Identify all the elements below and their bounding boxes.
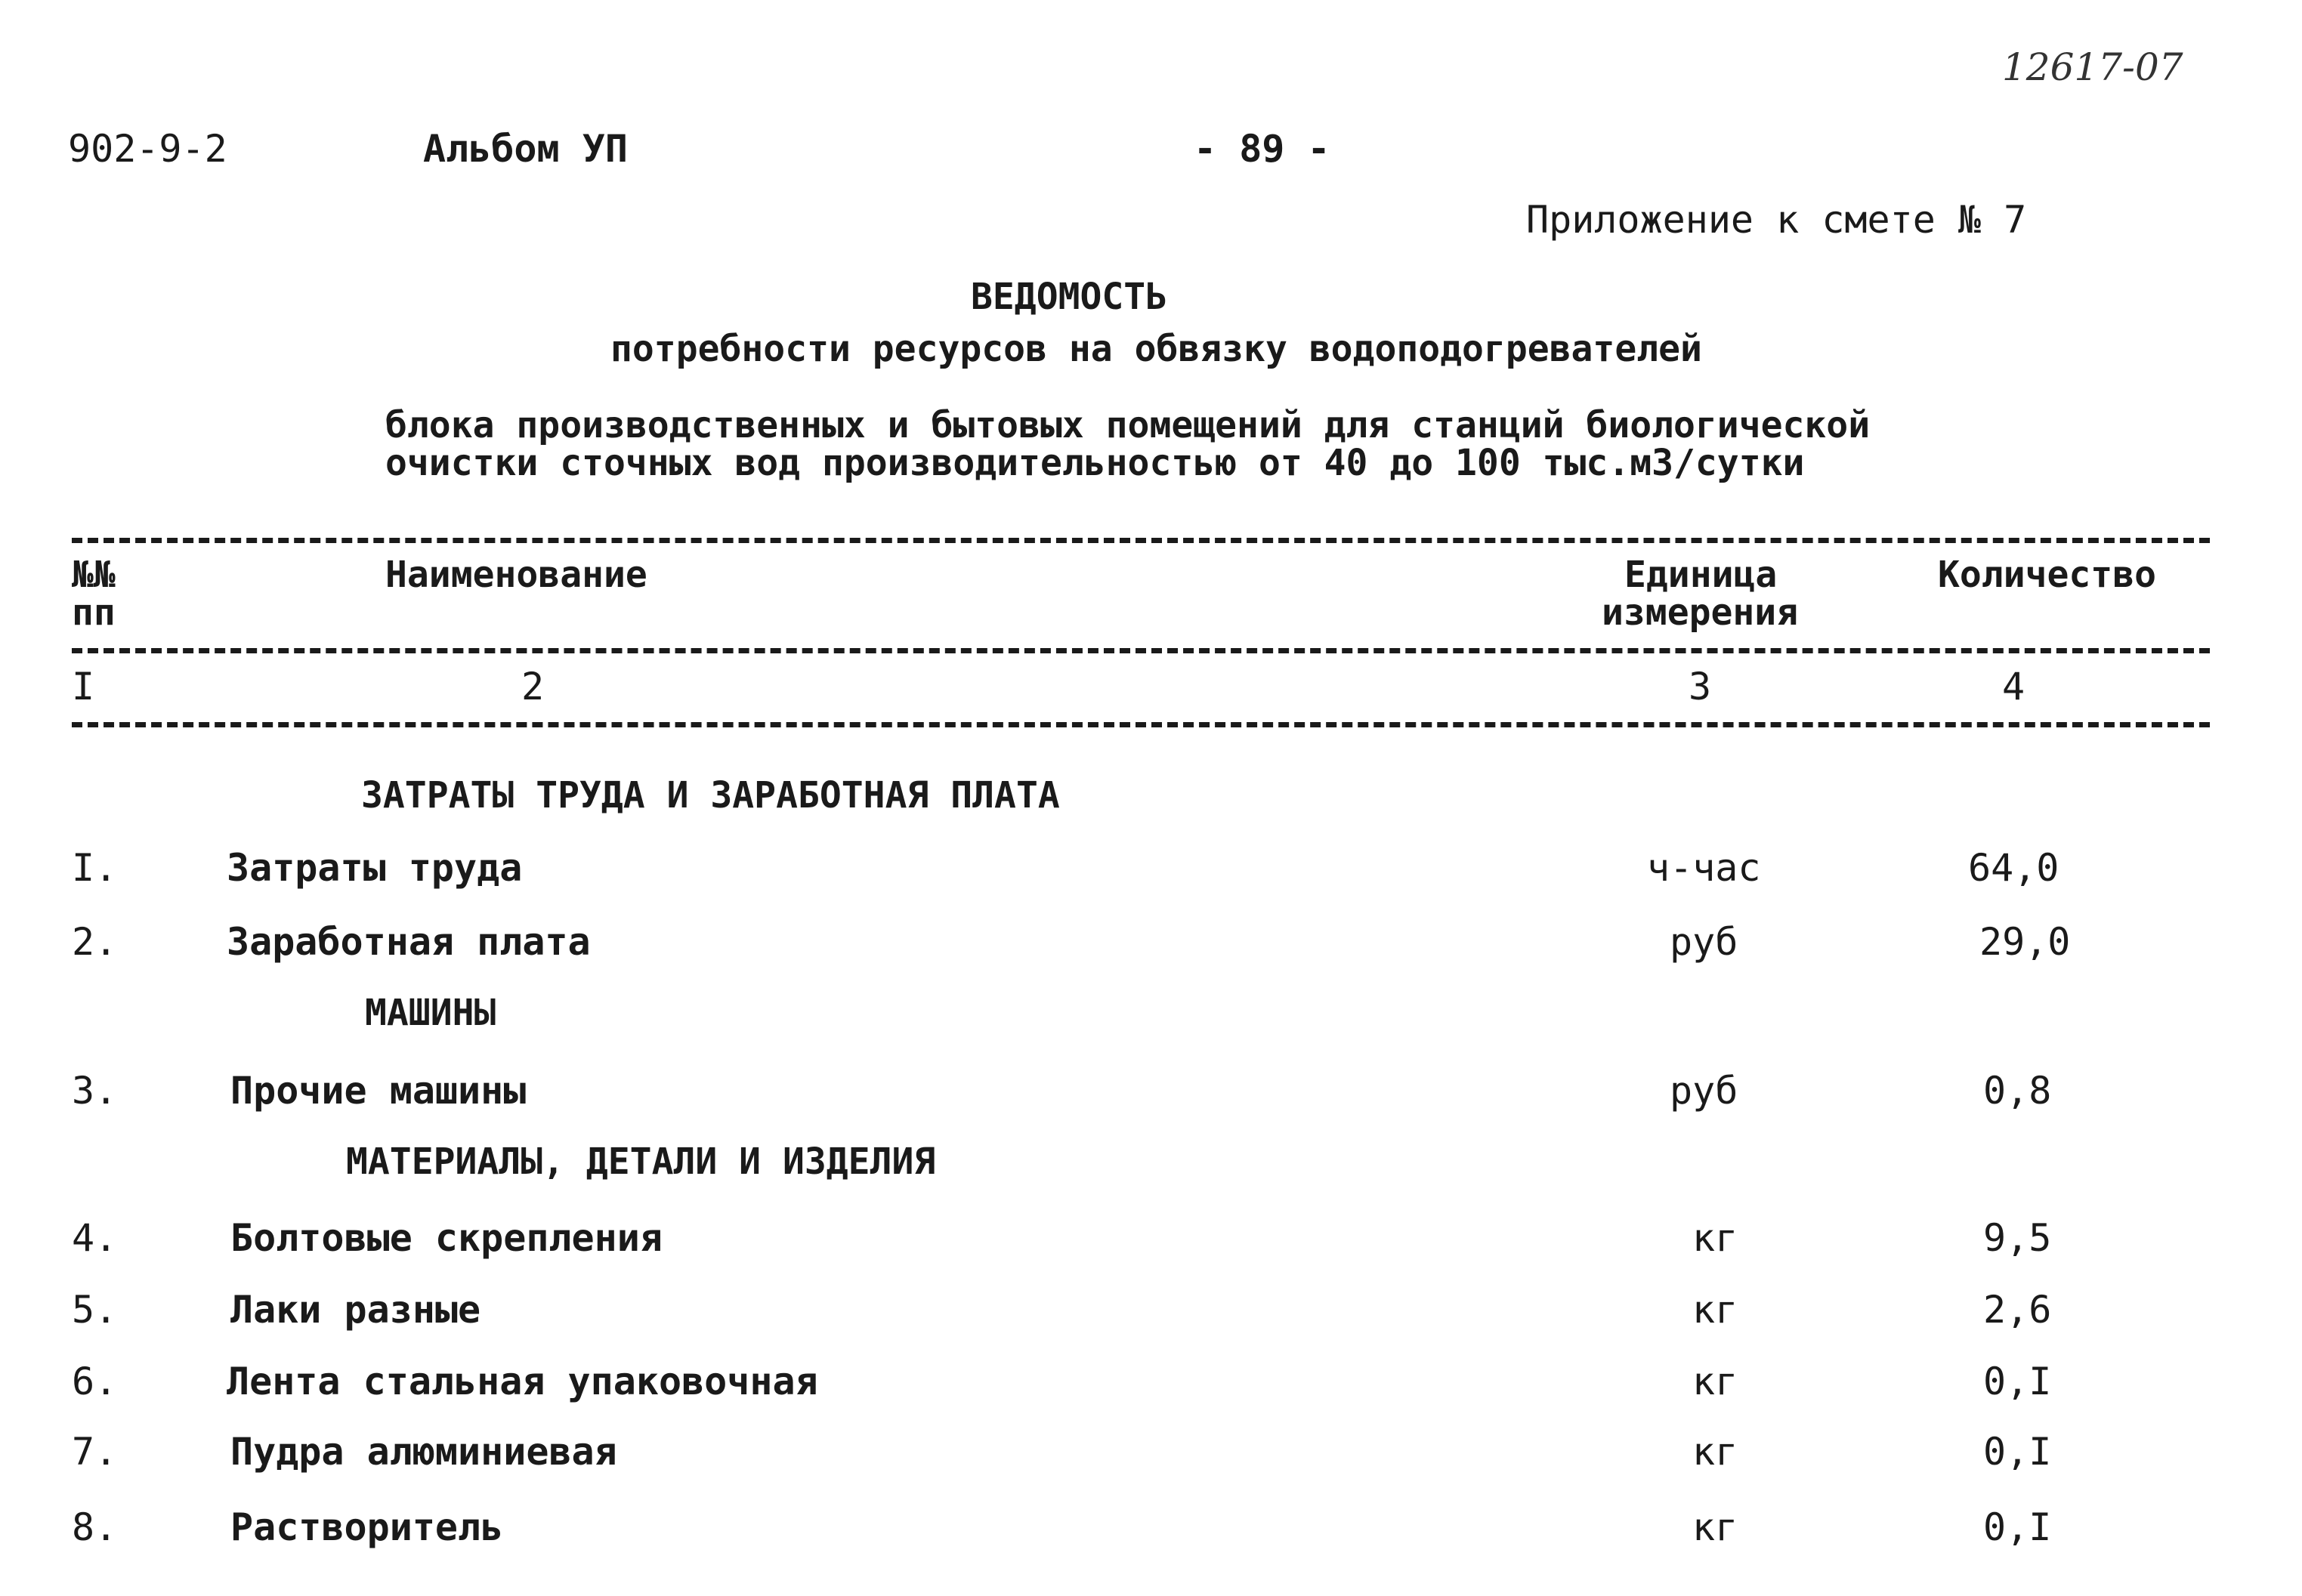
row-number: 5. xyxy=(72,1288,118,1332)
column-number-1: I xyxy=(72,665,95,708)
row-quantity: 0,I xyxy=(1983,1360,2052,1403)
row-unit: кг xyxy=(1692,1360,1738,1403)
row-number: 4. xyxy=(72,1216,118,1260)
row-unit: ч-час xyxy=(1647,846,1761,890)
row-name: Затраты труда xyxy=(227,846,523,890)
column-number-4: 4 xyxy=(2002,665,2025,708)
row-unit: кг xyxy=(1692,1216,1738,1260)
table-top-rule xyxy=(72,538,2210,543)
row-name: Прочие машины xyxy=(230,1069,527,1113)
row-number: 6. xyxy=(72,1360,118,1403)
column-numbers-rule xyxy=(72,722,2210,727)
row-number: 2. xyxy=(72,920,118,964)
document-description-line-1: блока производственных и бытовых помещений для станций биологической xyxy=(385,404,1871,446)
row-number: 8. xyxy=(72,1505,118,1549)
handwritten-code: 12617-07 xyxy=(2002,45,2183,89)
row-name: Растворитель xyxy=(230,1505,504,1549)
row-quantity: 64,0 xyxy=(1968,846,2059,890)
document-description-line-2: очистки сточных вод производительностью от 40 до 100 тыс.м3/сутки xyxy=(385,442,1805,484)
header-unit-line-2: измерения xyxy=(1602,591,1799,634)
row-unit: кг xyxy=(1692,1288,1738,1332)
document-subtitle: потребности ресурсов на обвязку водоподогревателей xyxy=(610,328,1702,370)
header-unit-line-1: Единица xyxy=(1624,554,1778,596)
row-name: Заработная плата xyxy=(227,920,591,964)
section-title-labor: ЗАТРАТЫ ТРУДА И ЗАРАБОТНАЯ ПЛАТА xyxy=(361,774,1060,817)
row-quantity: 29,0 xyxy=(1979,920,2071,964)
section-title-machines: МАШИНЫ xyxy=(365,992,496,1034)
appendix-label: Приложение к смете № 7 xyxy=(1526,198,2027,242)
row-number: 3. xyxy=(72,1069,118,1113)
row-unit: руб xyxy=(1670,1069,1738,1113)
header-separator-rule xyxy=(72,648,2210,653)
document-title: ВЕДОМОСТЬ xyxy=(971,276,1168,318)
header-number-line-2: пп xyxy=(72,591,116,634)
header-quantity: Количество xyxy=(1938,554,2156,596)
row-name: Пудра алюминиевая xyxy=(230,1430,617,1474)
header-number-line-1: №№ xyxy=(72,554,116,596)
section-title-materials: МАТЕРИАЛЫ, ДЕТАЛИ И ИЗДЕЛИЯ xyxy=(346,1141,936,1183)
row-name: Лаки разные xyxy=(230,1288,481,1332)
document-number: 902-9-2 xyxy=(68,127,227,171)
row-number: 7. xyxy=(72,1430,118,1474)
row-quantity: 0,I xyxy=(1983,1505,2052,1549)
row-quantity: 9,5 xyxy=(1983,1216,2052,1260)
row-quantity: 0,8 xyxy=(1983,1069,2052,1113)
header-name: Наименование xyxy=(385,554,647,596)
row-name: Болтовые скрепления xyxy=(230,1216,663,1260)
row-unit: руб xyxy=(1670,920,1738,964)
album-label: Альбом УП xyxy=(423,127,628,171)
row-unit: кг xyxy=(1692,1430,1738,1474)
row-quantity: 2,6 xyxy=(1983,1288,2052,1332)
row-unit: кг xyxy=(1692,1505,1738,1549)
row-name: Лента стальная упаковочная xyxy=(227,1360,818,1403)
column-number-2: 2 xyxy=(521,665,545,708)
column-number-3: 3 xyxy=(1689,665,1712,708)
row-quantity: 0,I xyxy=(1983,1430,2052,1474)
row-number: I. xyxy=(72,846,118,890)
page-number: - 89 - xyxy=(1194,127,1330,171)
